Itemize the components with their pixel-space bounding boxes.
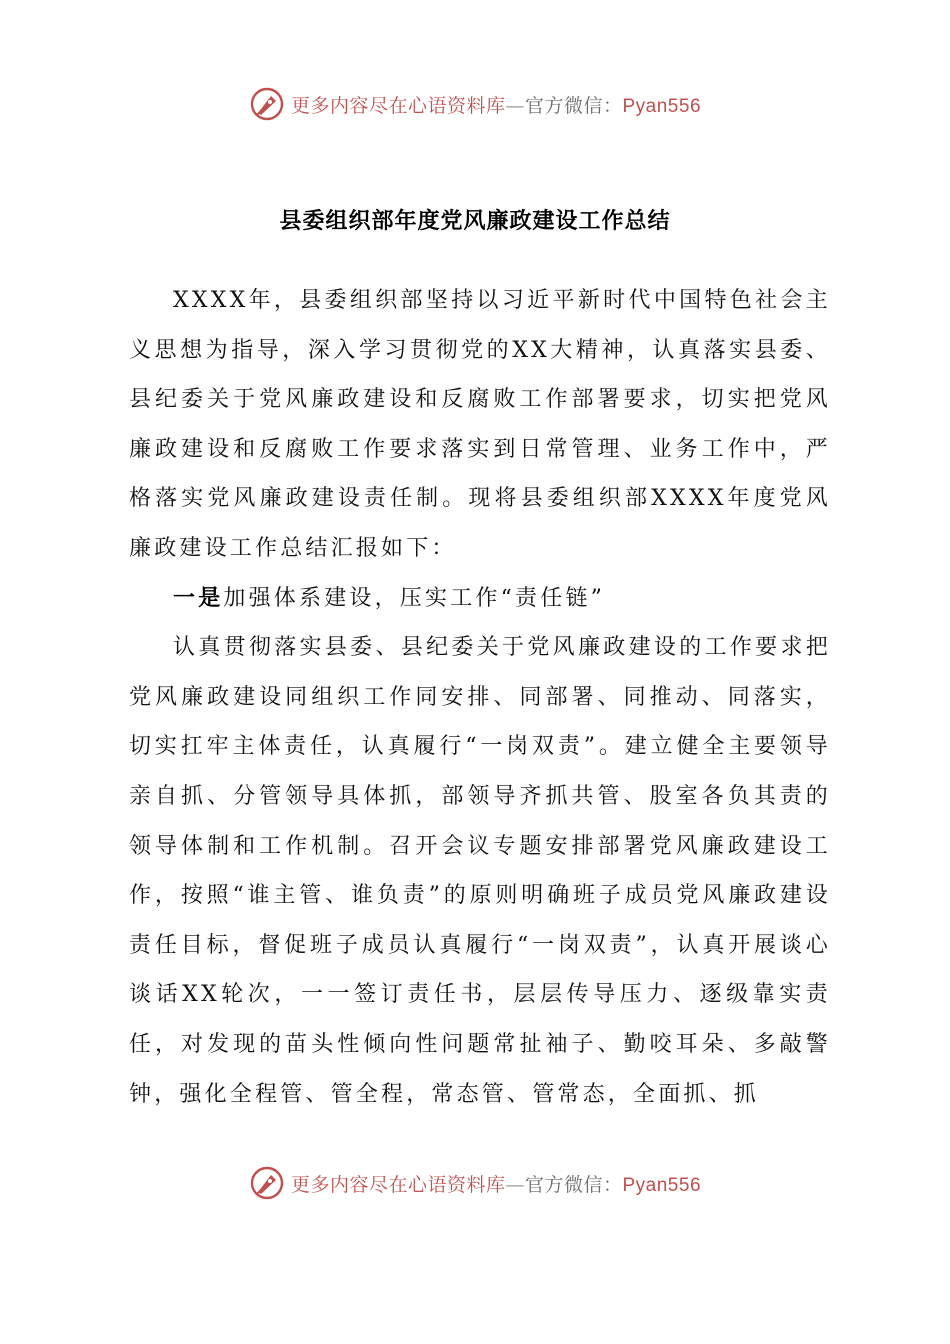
section-heading bbox=[129, 574, 831, 624]
banner-wechat-id: Pyan556 bbox=[622, 95, 702, 117]
pen-nib-logo-icon bbox=[249, 1165, 285, 1201]
header-watermark-banner bbox=[0, 84, 950, 124]
banner-dash: — bbox=[505, 1173, 525, 1196]
banner-dash: — bbox=[505, 94, 525, 117]
footer-watermark-banner bbox=[0, 1163, 950, 1203]
section-heading-title: 加强体系建设，压实工作“责任链” bbox=[223, 585, 606, 611]
banner-official-label: 官方微信： bbox=[524, 94, 623, 117]
banner-text bbox=[291, 1170, 701, 1197]
pen-nib-logo-icon bbox=[249, 86, 285, 122]
banner-library-text: 更多内容尽在心语资料库 bbox=[290, 94, 506, 117]
intro-paragraph: XXXX年，县委组织部坚持以习近平新时代中国特色社会主义思想为指导，深入学习贯彻党的XX大精神，认真落实县委、县纪委关于党风廉政建设和反腐败工作部署要求，切实把党风廉政建设和反腐败工作要求落实到日常管理、业务工作中，严格落实党风廉政建设责任制。现将县委组织部XXXX年度党风廉政建设工作总结汇报如下： bbox=[129, 288, 831, 561]
banner-official-label: 官方微信： bbox=[524, 1173, 623, 1196]
banner-wechat-id: Pyan556 bbox=[622, 1174, 702, 1196]
banner-library-text: 更多内容尽在心语资料库 bbox=[290, 1173, 506, 1196]
section-body-paragraph: 认真贯彻落实县委、县纪委关于党风廉政建设的工作要求把党风廉政建设同组织工作同安排、同部署、同推动、同落实，切实扛牢主体责任，认真履行“一岗双责”。建立健全主要领导亲自抓、分管领导具体抓，部领导齐抓共管、股室各负其责的领导体制和工作机制。召开会议专题安排部署党风廉政建设工作，按照“谁主管、谁负责”的原则明确班子成员党风廉政建设责任目标，督促班子成员认真履行“一岗双责”，认真开展谈心谈话XX轮次，一一签订责任书，层层传导压力、逐级靠实责任，对发现的苗头性倾向性问题常扯袖子、勤咬耳朵、多敲警钟，强化全程管、管全程，常态管、管常态，全面抓、抓 bbox=[129, 635, 831, 1107]
document-body bbox=[129, 276, 831, 1119]
banner-text bbox=[291, 91, 701, 118]
document-title: 县委组织部年度党风廉政建设工作总结 bbox=[279, 208, 671, 234]
section-heading-lead: 一是 bbox=[173, 585, 224, 611]
